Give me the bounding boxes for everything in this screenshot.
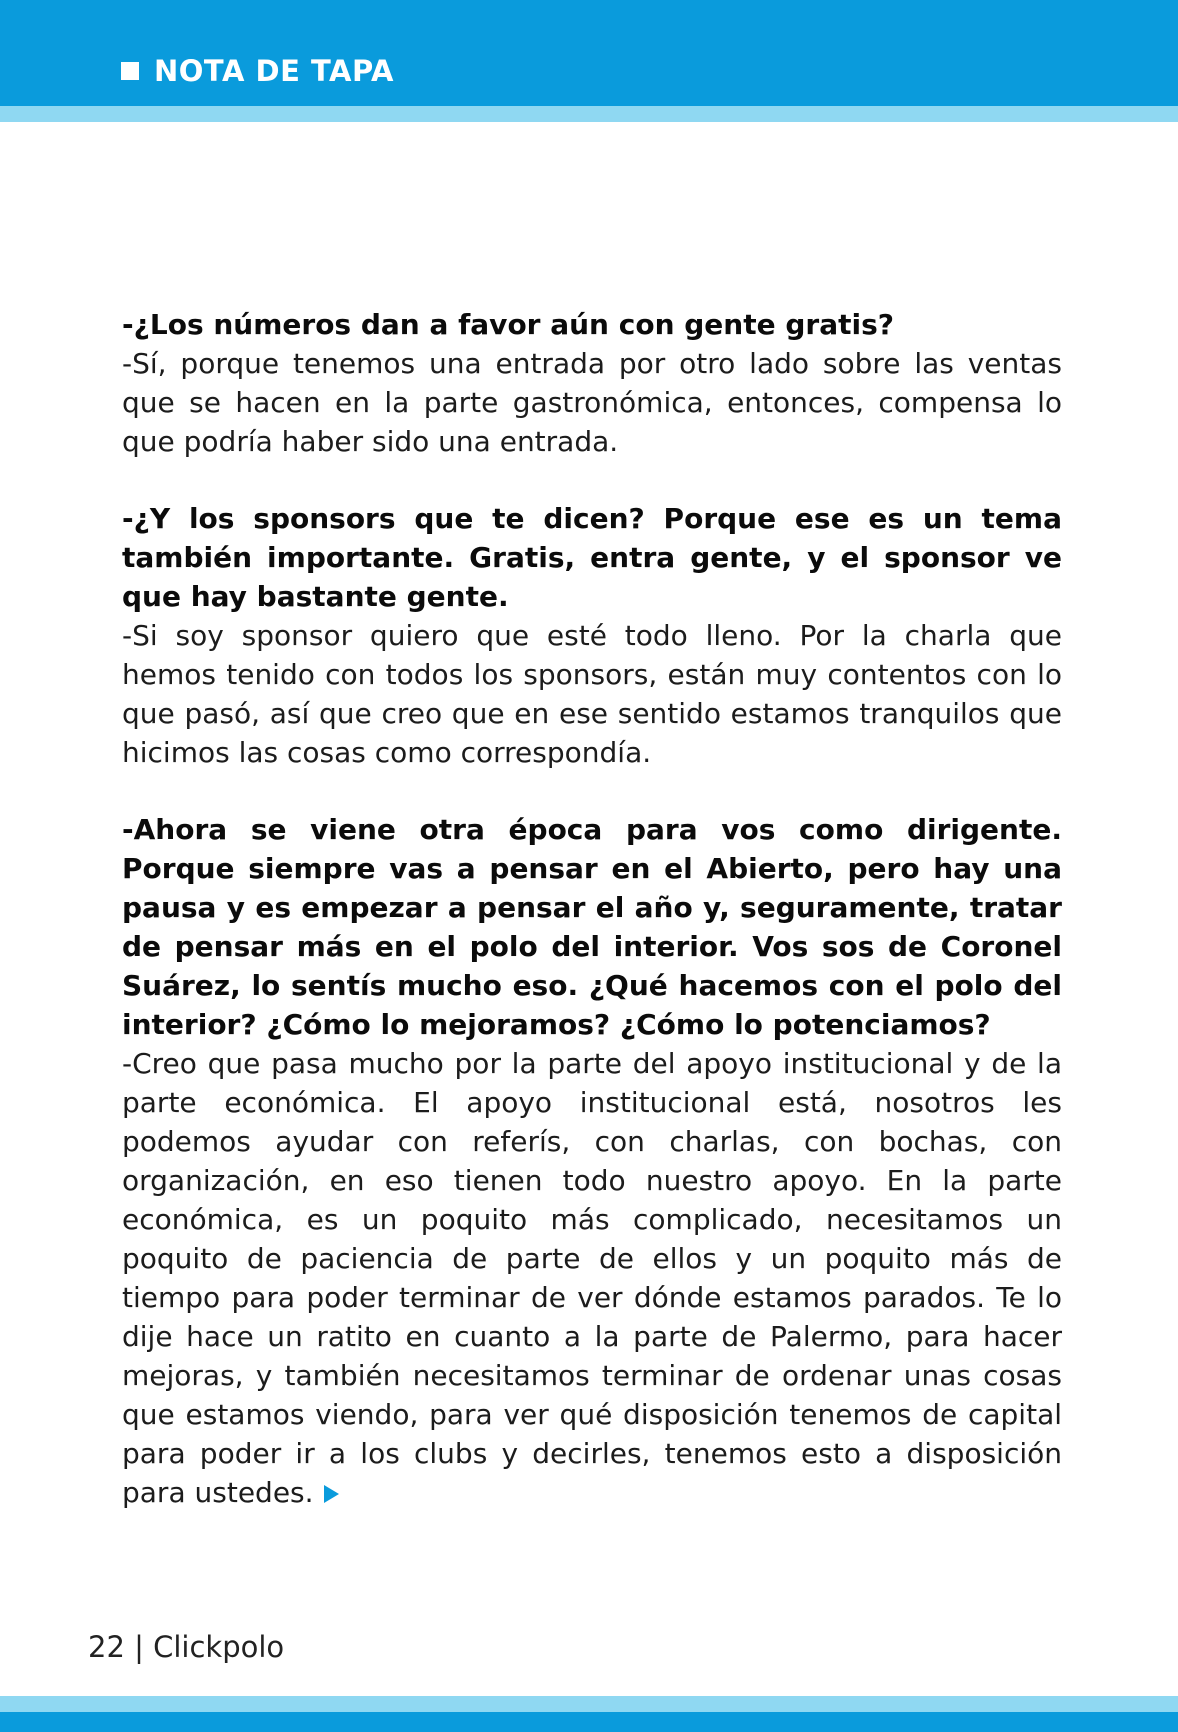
interview-answer-with-continue	[122, 1044, 1062, 1512]
article-body	[122, 305, 1062, 1550]
section-label: NOTA DE TAPA	[154, 54, 394, 88]
qa-block	[122, 305, 1062, 461]
interview-answer: -Sí, porque tenemos una entrada por otro lado sobre las ventas que se hacen en la parte gastronómica, entonces, compensa lo que podría haber sido una entrada.	[122, 347, 1062, 458]
interview-question: -Ahora se viene otra época para vos como dirigente. Porque siempre vas a pensar en el Abierto, pero hay una pausa y es empezar a pensar el año y, seguramente, tratar de pensar más en el polo del interior. Vos sos de Coronel Suárez, lo sentís mucho eso. ¿Qué hacemos con el polo del interior? ¿Cómo lo mejoramos? ¿Cómo lo potenciamos?	[122, 813, 1062, 1041]
interview-answer: -Si soy sponsor quiero que esté todo lleno. Por la charla que hemos tenido con todos los sponsors, están muy contentos con lo que pasó, así que creo que en ese sentido estamos tranquilos que hicimos las cosas como correspondía.	[122, 619, 1062, 769]
continue-triangle-icon	[324, 1485, 339, 1503]
footer-bar	[0, 1712, 1178, 1732]
section-square-icon	[121, 62, 139, 80]
qa-block	[122, 499, 1062, 772]
qa-block	[122, 810, 1062, 1512]
header-stripe	[0, 106, 1178, 122]
interview-question: -¿Y los sponsors que te dicen? Porque ese es un tema también importante. Gratis, entra gente, y el sponsor ve que hay bastante gente.	[122, 502, 1062, 613]
page-folio: 22 | Clickpolo	[88, 1630, 285, 1664]
footer-stripe	[0, 1696, 1178, 1712]
interview-answer: -Creo que pasa mucho por la parte del apoyo institucional y de la parte económica. El apoyo institucional está, nosotros les podemos ayudar con referís, con charlas, con bochas, con organización, en eso tienen todo nuestro apoyo. En la parte económica, es un poquito más complicado, necesitamos un poquito de paciencia de parte de ellos y un poquito más de tiempo para poder terminar de ver dónde estamos parados. Te lo dije hace un ratito en cuanto a la parte de Palermo, para hacer mejoras, y también necesitamos terminar de ordenar unas cosas que estamos viendo, para ver qué disposición tenemos de capital para poder ir a los clubs y decirles, tenemos esto a disposición para ustedes.	[122, 1047, 1062, 1509]
interview-question: -¿Los números dan a favor aún con gente gratis?	[122, 308, 894, 341]
